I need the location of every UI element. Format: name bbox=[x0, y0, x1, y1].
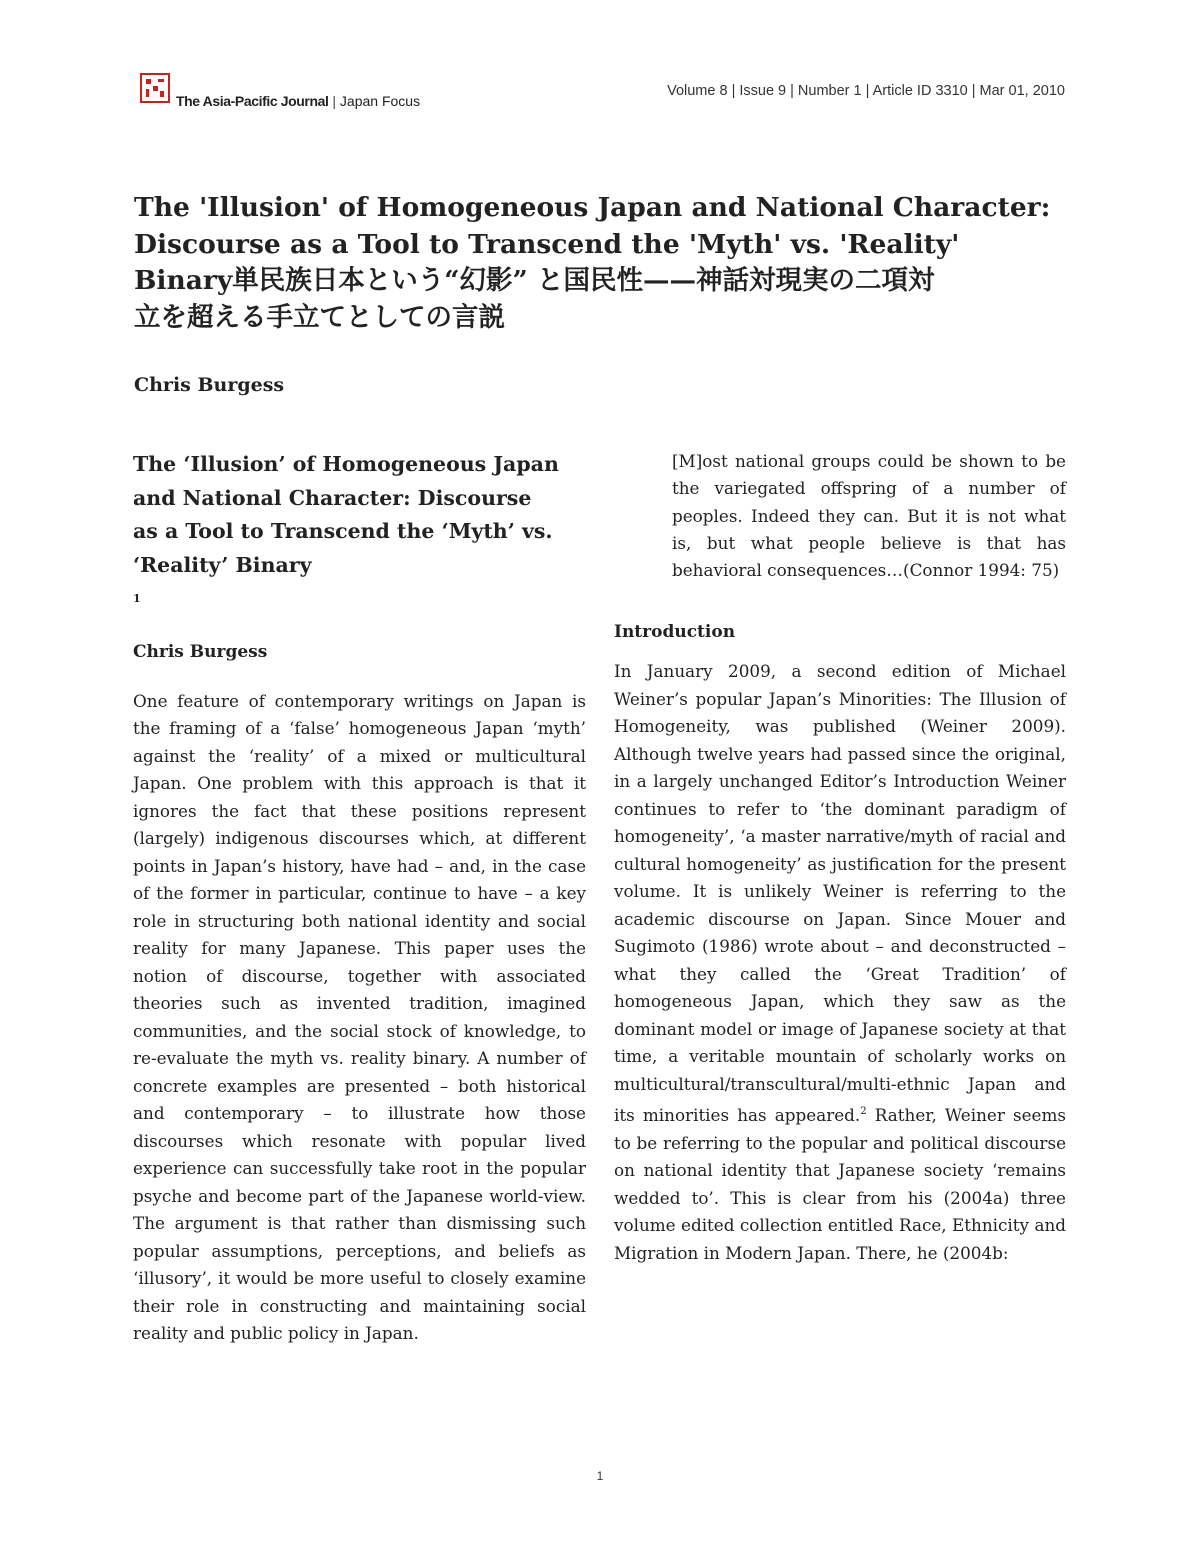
brand-separator: | bbox=[332, 93, 337, 109]
article-title-line: The 'Illusion' of Homogeneous Japan and National Character: bbox=[134, 192, 1051, 223]
section-title-line: as a Tool to Transcend the ‘Myth’ vs. bbox=[133, 519, 553, 543]
abstract-paragraph: One feature of contemporary writings on Japan is the framing of a ‘false’ homogeneous Japan ‘myth’ against the ‘reality’ of a mixed or multicultural Japan. One problem with this approach is that it ignores the fact that these positions represent (largely) indigenous discourses which, at different points in Japan’s history, have had – and, in the case of the former in particular, continue to have – a key role in structuring both national identity and social reality for many Japanese. This paper uses the notion of discourse, together with associated theories such as invented tradition, imagined communities, and the social stock of knowledge, to re-evaluate the myth vs. reality binary. A number of concrete examples are presented – both historical and contemporary – to illustrate how those discourses which resonate with popular lived experience can successfully take root in the popular psyche and become part of the Japanese world-view. The argument is that rather than dismissing such popular assumptions, perceptions, and beliefs as ‘illusory’, it would be more useful to closely examine their role in constructing and maintaining social reality and public policy in Japan. bbox=[133, 690, 586, 1343]
article-title bbox=[134, 190, 1064, 336]
introduction-paragraph bbox=[614, 658, 1066, 1267]
introduction-heading: Introduction bbox=[614, 622, 736, 643]
epigraph-quote: [M]ost national groups could be shown to be the variegated offspring of a number of peoples. Indeed they can. But it is not what is, but what people believe is that has behavioral consequences…(Connor 1994: 75) bbox=[672, 451, 1066, 581]
journal-name: The Asia-Pacific Journal bbox=[176, 93, 329, 109]
intro-text-part1: In January 2009, a second edition of Michael Weiner’s popular Japan’s Minorities: The Illusion of Homogeneity, was published (Weiner 2009). Although twelve years had passed since the original, in a largely unchanged Editor’s Introduction Weiner continues to refer to ‘the dominant paradigm of homogeneity’, ‘a master narrative/myth of racial and cultural homogeneity’ as justification for the present volume. It is unlikely Weiner is referring to the academic discourse on Japan. Since Mouer and Sugimoto (1986) wrote about – and deconstructed – what they called the ‘Great Tradition’ of homogeneous Japan, which they saw as the dominant model or image of Japanese society at that time, a veritable mountain of scholarly works on multicultural/transcultural/multi-ethnic Japan and its minorities has appeared. bbox=[614, 661, 1066, 1126]
journal-section: Japan Focus bbox=[339, 93, 421, 109]
section-title-last: ‘Reality’ Binary bbox=[133, 552, 312, 577]
intro-text-part2: Rather, Weiner seems to be referring to the popular and political discourse on national identity that Japanese society ‘remains wedded to’. This is clear from his (2004a) three volume edited collection entitled Race, Ethnicity and Migration in Modern Japan. There, he (2004b: bbox=[614, 1105, 1066, 1263]
article-title-line: Discourse as a Tool to Transcend the 'Myth' vs. 'Reality' bbox=[134, 228, 960, 260]
journal-brand bbox=[176, 93, 420, 109]
article-meta: Volume 8 | Issue 9 | Number 1 | Article ID 3310 | Mar 01, 2010 bbox=[667, 83, 1065, 99]
article-title-line: 立を超える手立てとしての言説 bbox=[134, 301, 505, 333]
article-title-line: Binary単民族日本という“幻影” と国民性——神話対現実の二項対 bbox=[134, 265, 935, 296]
page-number: 1 bbox=[596, 1469, 604, 1483]
section-author: Chris Burgess bbox=[133, 641, 268, 662]
page-header bbox=[140, 73, 1065, 113]
journal-logo-icon bbox=[140, 73, 170, 103]
left-column bbox=[133, 448, 586, 1348]
right-column bbox=[614, 448, 1066, 1267]
section-title-line: The ‘Illusion’ of Homogeneous Japan bbox=[133, 452, 559, 476]
section-title bbox=[133, 448, 586, 622]
section-title-line: and National Character: Discourse bbox=[133, 485, 532, 510]
article-author: Chris Burgess bbox=[134, 374, 285, 396]
footnote-2-link[interactable]: 2 bbox=[860, 1106, 867, 1118]
footnote-1-link[interactable]: 1 bbox=[133, 592, 141, 605]
section-title-line bbox=[133, 549, 586, 622]
